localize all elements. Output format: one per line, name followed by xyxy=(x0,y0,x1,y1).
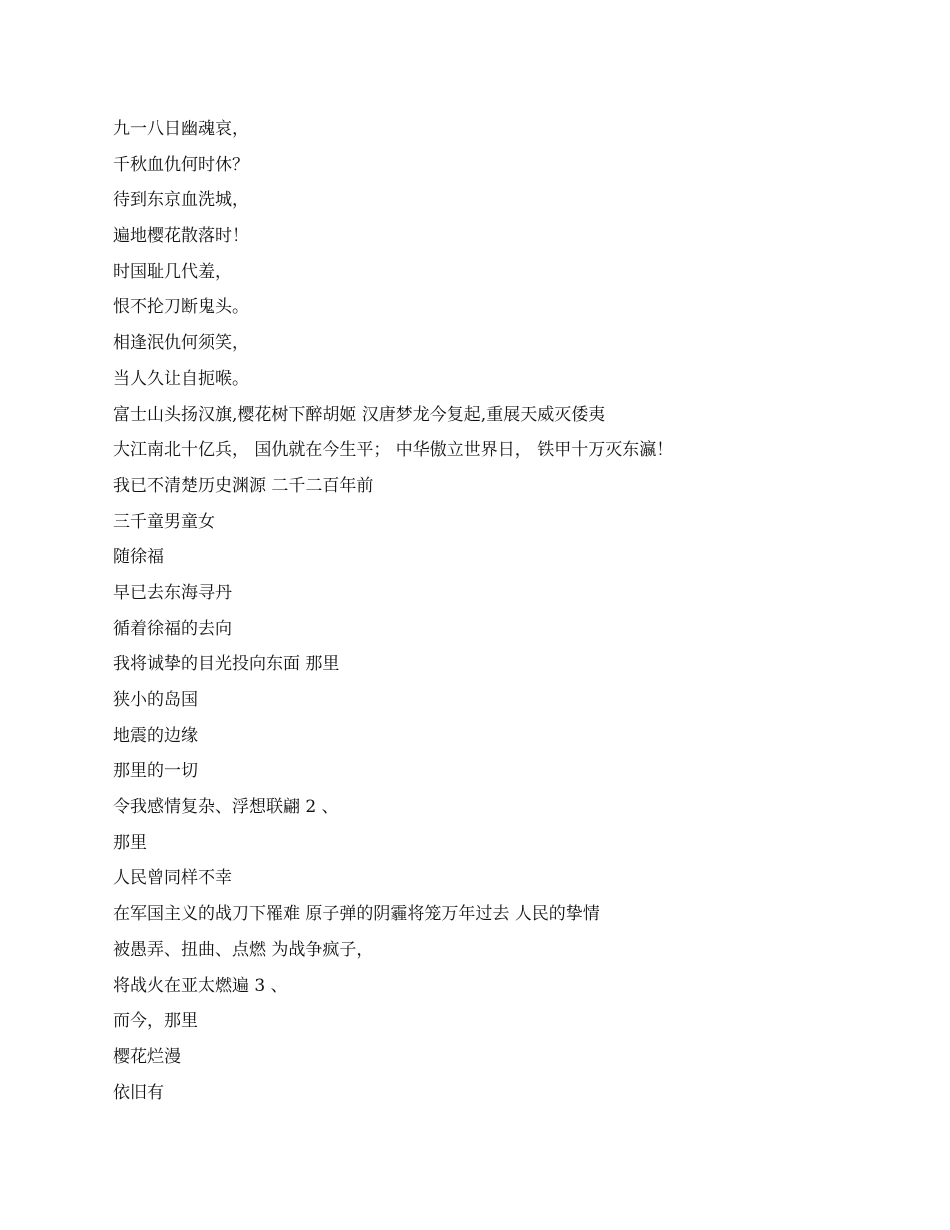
text-line: 九一八日幽魂哀， xyxy=(113,119,249,139)
text-line: 将战火在亚太燃遍 3 、 xyxy=(113,975,288,996)
text-line: 早已去东海寻丹 xyxy=(113,582,232,603)
text-line: 循着徐福的去向 xyxy=(113,618,232,639)
text-line: 富士山头扬汉旗,樱花树下醉胡姬 汉唐梦龙今复起,重展天威灭倭夷 xyxy=(113,404,606,425)
text-line: 那里的一切 xyxy=(113,761,198,782)
text-line: 大江南北十亿兵， 国仇就在今生平； 中华傲立世界日， 铁甲十万灭东瀛！ xyxy=(113,440,674,461)
text-line: 三千童男童女 xyxy=(113,511,215,532)
text-line: 人民曾同样不幸 xyxy=(113,868,232,889)
text-line: 恨不抡刀断鬼头。 xyxy=(113,297,249,318)
text-line: 在军国主义的战刀下罹难 原子弹的阴霾将笼万年过去 人民的挚情 xyxy=(113,904,600,925)
text-line: 那里 xyxy=(113,832,147,853)
text-line: 遍地樱花散落时！ xyxy=(113,226,249,247)
text-line: 相逢泯仇何须笑， xyxy=(113,333,249,354)
text-line: 待到东京血洗城， xyxy=(113,190,249,211)
text-line: 而今，那里 xyxy=(113,1011,198,1032)
text-line: 我已不清楚历史渊源 二千二百年前 xyxy=(113,475,374,496)
text-line: 我将诚挚的目光投向东面 那里 xyxy=(113,654,340,675)
text-line: 被愚弄、扭曲、点燃 为战争疯子， xyxy=(113,939,374,960)
text-line: 当人久让自扼喉。 xyxy=(113,368,249,389)
text-line: 随徐福 xyxy=(113,547,164,568)
text-line: 地震的边缘 xyxy=(113,725,198,746)
poem-text-block xyxy=(113,112,913,1111)
text-line: 狭小的岛国 xyxy=(113,690,198,710)
text-line: 令我感情复杂、浮想联翩 2 、 xyxy=(113,797,339,818)
text-line: 樱花烂漫 xyxy=(113,1046,181,1067)
text-line: 时国耻几代羞， xyxy=(113,261,232,282)
text-line: 千秋血仇何时休？ xyxy=(113,154,249,175)
text-line: 依旧有 xyxy=(113,1082,164,1103)
